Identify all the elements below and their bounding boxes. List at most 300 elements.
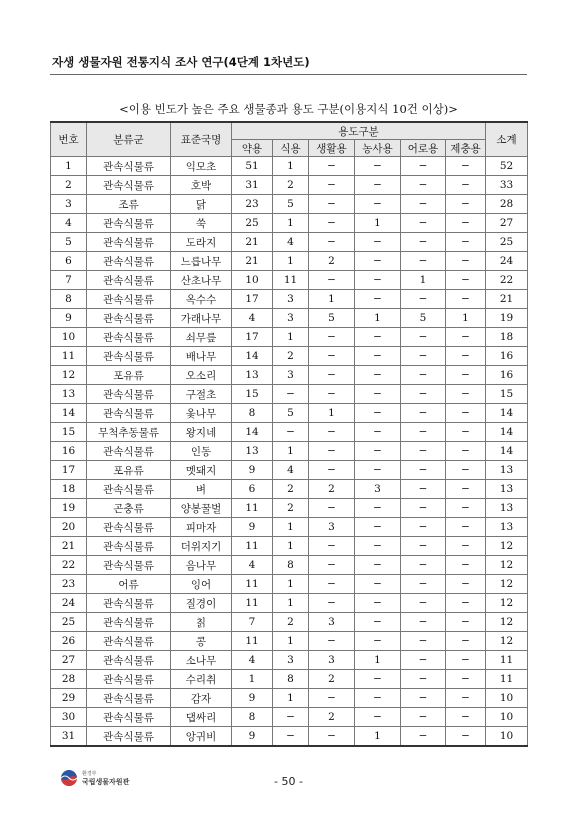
- cell-household: −: [309, 632, 355, 651]
- header-usage-insecticide: 제충용: [446, 140, 486, 157]
- cell-no: 22: [51, 556, 87, 575]
- cell-fishing: −: [401, 613, 446, 632]
- cell-insecticide: −: [446, 176, 486, 195]
- cell-food: 1: [273, 252, 309, 271]
- cell-insecticide: −: [446, 632, 486, 651]
- cell-fishing: −: [401, 518, 446, 537]
- cell-category: 관속식물류: [87, 518, 171, 537]
- cell-household: −: [309, 233, 355, 252]
- cell-farming: −: [355, 632, 401, 651]
- cell-food: 1: [273, 594, 309, 613]
- cell-medicinal: 1: [232, 670, 273, 689]
- cell-medicinal: 11: [232, 537, 273, 556]
- cell-no: 31: [51, 727, 87, 747]
- cell-name: 감자: [171, 689, 232, 708]
- cell-insecticide: −: [446, 366, 486, 385]
- cell-category: 관속식물류: [87, 708, 171, 727]
- table-row: [51, 499, 528, 518]
- cell-total: 10: [486, 708, 528, 727]
- cell-farming: −: [355, 556, 401, 575]
- cell-household: 3: [309, 613, 355, 632]
- cell-category: 관속식물류: [87, 651, 171, 670]
- cell-category: 무척추동물류: [87, 423, 171, 442]
- cell-name: 멧돼지: [171, 461, 232, 480]
- cell-food: −: [273, 385, 309, 404]
- cell-household: −: [309, 214, 355, 233]
- cell-fishing: −: [401, 556, 446, 575]
- cell-medicinal: 23: [232, 195, 273, 214]
- cell-farming: −: [355, 176, 401, 195]
- table-row: [51, 518, 528, 537]
- cell-name: 호박: [171, 176, 232, 195]
- cell-household: −: [309, 271, 355, 290]
- cell-no: 27: [51, 651, 87, 670]
- footer-logo: [60, 769, 220, 793]
- header-usage-fishing: 어로용: [401, 140, 446, 157]
- cell-farming: −: [355, 594, 401, 613]
- cell-fishing: −: [401, 252, 446, 271]
- cell-no: 20: [51, 518, 87, 537]
- cell-total: 12: [486, 575, 528, 594]
- cell-total: 27: [486, 214, 528, 233]
- cell-farming: −: [355, 537, 401, 556]
- cell-category: 관속식물류: [87, 556, 171, 575]
- cell-household: −: [309, 195, 355, 214]
- cell-fishing: −: [401, 328, 446, 347]
- cell-farming: −: [355, 328, 401, 347]
- cell-insecticide: −: [446, 404, 486, 423]
- cell-no: 21: [51, 537, 87, 556]
- cell-category: 관속식물류: [87, 214, 171, 233]
- cell-household: −: [309, 176, 355, 195]
- cell-insecticide: −: [446, 157, 486, 176]
- table-row: [51, 537, 528, 556]
- cell-medicinal: 7: [232, 613, 273, 632]
- cell-medicinal: 6: [232, 480, 273, 499]
- cell-household: −: [309, 423, 355, 442]
- cell-insecticide: −: [446, 613, 486, 632]
- header-no: 번호: [51, 122, 87, 157]
- cell-name: 인동: [171, 442, 232, 461]
- cell-fishing: −: [401, 214, 446, 233]
- cell-insecticide: −: [446, 556, 486, 575]
- cell-farming: 1: [355, 214, 401, 233]
- cell-insecticide: −: [446, 442, 486, 461]
- cell-insecticide: −: [446, 537, 486, 556]
- cell-food: 2: [273, 176, 309, 195]
- cell-total: 15: [486, 385, 528, 404]
- cell-no: 29: [51, 689, 87, 708]
- cell-medicinal: 11: [232, 594, 273, 613]
- cell-food: 8: [273, 670, 309, 689]
- cell-no: 1: [51, 157, 87, 176]
- cell-household: 2: [309, 480, 355, 499]
- cell-medicinal: 9: [232, 727, 273, 747]
- cell-household: 2: [309, 670, 355, 689]
- cell-household: −: [309, 366, 355, 385]
- cell-household: −: [309, 537, 355, 556]
- cell-no: 8: [51, 290, 87, 309]
- table-row: [51, 347, 528, 366]
- cell-food: 1: [273, 632, 309, 651]
- cell-insecticide: −: [446, 233, 486, 252]
- cell-total: 12: [486, 594, 528, 613]
- cell-insecticide: −: [446, 518, 486, 537]
- cell-category: 관속식물류: [87, 385, 171, 404]
- cell-insecticide: −: [446, 423, 486, 442]
- cell-medicinal: 9: [232, 689, 273, 708]
- cell-category: 포유류: [87, 366, 171, 385]
- cell-total: 12: [486, 537, 528, 556]
- cell-insecticide: −: [446, 214, 486, 233]
- cell-name: 익모초: [171, 157, 232, 176]
- cell-household: −: [309, 575, 355, 594]
- cell-total: 13: [486, 480, 528, 499]
- cell-household: 1: [309, 290, 355, 309]
- page-number: - 50 -: [274, 775, 303, 788]
- cell-name: 느릅나무: [171, 252, 232, 271]
- table-row: [51, 461, 528, 480]
- cell-farming: −: [355, 404, 401, 423]
- cell-category: 관속식물류: [87, 271, 171, 290]
- table-row: [51, 328, 528, 347]
- table-row: [51, 613, 528, 632]
- table-row: [51, 708, 528, 727]
- cell-medicinal: 21: [232, 252, 273, 271]
- cell-total: 52: [486, 157, 528, 176]
- table-row: [51, 423, 528, 442]
- cell-food: 5: [273, 404, 309, 423]
- cell-name: 산초나무: [171, 271, 232, 290]
- cell-food: 1: [273, 214, 309, 233]
- cell-farming: −: [355, 499, 401, 518]
- cell-medicinal: 9: [232, 518, 273, 537]
- table-row: [51, 214, 528, 233]
- cell-fishing: −: [401, 176, 446, 195]
- cell-medicinal: 11: [232, 575, 273, 594]
- cell-fishing: 5: [401, 309, 446, 328]
- cell-farming: 1: [355, 727, 401, 747]
- cell-medicinal: 8: [232, 404, 273, 423]
- cell-insecticide: −: [446, 499, 486, 518]
- cell-insecticide: −: [446, 347, 486, 366]
- cell-farming: −: [355, 366, 401, 385]
- cell-household: −: [309, 461, 355, 480]
- cell-fishing: −: [401, 632, 446, 651]
- cell-name: 옥수수: [171, 290, 232, 309]
- cell-farming: −: [355, 689, 401, 708]
- cell-medicinal: 8: [232, 708, 273, 727]
- cell-total: 10: [486, 727, 528, 747]
- cell-insecticide: −: [446, 195, 486, 214]
- cell-fishing: 1: [401, 271, 446, 290]
- cell-food: 1: [273, 575, 309, 594]
- cell-category: 관속식물류: [87, 290, 171, 309]
- cell-household: −: [309, 556, 355, 575]
- cell-no: 4: [51, 214, 87, 233]
- cell-farming: −: [355, 347, 401, 366]
- table-row: [51, 727, 528, 747]
- cell-name: 가래나무: [171, 309, 232, 328]
- cell-total: 13: [486, 499, 528, 518]
- cell-household: 1: [309, 404, 355, 423]
- cell-no: 3: [51, 195, 87, 214]
- cell-total: 10: [486, 689, 528, 708]
- cell-fishing: −: [401, 404, 446, 423]
- cell-category: 어류: [87, 575, 171, 594]
- cell-farming: −: [355, 252, 401, 271]
- cell-category: 관속식물류: [87, 347, 171, 366]
- cell-farming: 1: [355, 309, 401, 328]
- cell-total: 25: [486, 233, 528, 252]
- cell-household: 2: [309, 708, 355, 727]
- cell-category: 관속식물류: [87, 613, 171, 632]
- cell-household: −: [309, 157, 355, 176]
- cell-farming: −: [355, 461, 401, 480]
- cell-food: 3: [273, 651, 309, 670]
- cell-no: 15: [51, 423, 87, 442]
- cell-fishing: −: [401, 461, 446, 480]
- table-row: [51, 575, 528, 594]
- cell-category: 관속식물류: [87, 594, 171, 613]
- cell-food: 3: [273, 366, 309, 385]
- cell-fishing: −: [401, 366, 446, 385]
- cell-household: 3: [309, 518, 355, 537]
- table-row: [51, 252, 528, 271]
- cell-name: 양봉꿀벌: [171, 499, 232, 518]
- cell-total: 12: [486, 632, 528, 651]
- cell-insecticide: −: [446, 651, 486, 670]
- cell-fishing: −: [401, 347, 446, 366]
- cell-insecticide: −: [446, 727, 486, 747]
- cell-name: 질경이: [171, 594, 232, 613]
- cell-medicinal: 17: [232, 328, 273, 347]
- cell-household: 2: [309, 252, 355, 271]
- cell-insecticide: −: [446, 328, 486, 347]
- cell-total: 24: [486, 252, 528, 271]
- cell-name: 콩: [171, 632, 232, 651]
- cell-category: 관속식물류: [87, 727, 171, 747]
- cell-household: 3: [309, 651, 355, 670]
- cell-medicinal: 51: [232, 157, 273, 176]
- cell-food: 1: [273, 328, 309, 347]
- cell-farming: −: [355, 670, 401, 689]
- cell-category: 관속식물류: [87, 480, 171, 499]
- cell-farming: −: [355, 708, 401, 727]
- cell-insecticide: −: [446, 385, 486, 404]
- table-row: [51, 309, 528, 328]
- cell-category: 관속식물류: [87, 176, 171, 195]
- cell-household: −: [309, 328, 355, 347]
- header-total: 소계: [486, 122, 528, 157]
- cell-total: 13: [486, 518, 528, 537]
- table-caption: <이용 빈도가 높은 주요 생물종과 용도 구분(이용지식 10건 이상)>: [119, 102, 458, 116]
- cell-name: 왕지네: [171, 423, 232, 442]
- cell-no: 11: [51, 347, 87, 366]
- cell-category: 관속식물류: [87, 670, 171, 689]
- cell-category: 관속식물류: [87, 537, 171, 556]
- cell-no: 26: [51, 632, 87, 651]
- cell-name: 쑥: [171, 214, 232, 233]
- cell-no: 24: [51, 594, 87, 613]
- cell-household: −: [309, 347, 355, 366]
- table-row: [51, 651, 528, 670]
- cell-medicinal: 21: [232, 233, 273, 252]
- cell-insecticide: −: [446, 689, 486, 708]
- cell-food: 5: [273, 195, 309, 214]
- cell-category: 조류: [87, 195, 171, 214]
- cell-total: 21: [486, 290, 528, 309]
- cell-fishing: −: [401, 651, 446, 670]
- cell-insecticide: −: [446, 271, 486, 290]
- cell-no: 25: [51, 613, 87, 632]
- cell-food: 1: [273, 157, 309, 176]
- cell-name: 소나무: [171, 651, 232, 670]
- cell-food: 1: [273, 518, 309, 537]
- cell-medicinal: 11: [232, 499, 273, 518]
- cell-no: 12: [51, 366, 87, 385]
- cell-fishing: −: [401, 157, 446, 176]
- cell-fishing: −: [401, 499, 446, 518]
- table-row: [51, 385, 528, 404]
- cell-household: −: [309, 385, 355, 404]
- table-row: [51, 271, 528, 290]
- cell-no: 9: [51, 309, 87, 328]
- cell-household: −: [309, 594, 355, 613]
- cell-name: 도라지: [171, 233, 232, 252]
- cell-category: 관속식물류: [87, 404, 171, 423]
- cell-no: 6: [51, 252, 87, 271]
- table-row: [51, 594, 528, 613]
- cell-no: 5: [51, 233, 87, 252]
- cell-medicinal: 4: [232, 556, 273, 575]
- cell-food: 11: [273, 271, 309, 290]
- cell-medicinal: 17: [232, 290, 273, 309]
- cell-farming: −: [355, 518, 401, 537]
- table-row: [51, 366, 528, 385]
- cell-no: 28: [51, 670, 87, 689]
- cell-no: 10: [51, 328, 87, 347]
- cell-name: 더위지기: [171, 537, 232, 556]
- cell-name: 벼: [171, 480, 232, 499]
- cell-medicinal: 13: [232, 366, 273, 385]
- cell-fishing: −: [401, 670, 446, 689]
- cell-fishing: −: [401, 290, 446, 309]
- cell-total: 18: [486, 328, 528, 347]
- cell-total: 33: [486, 176, 528, 195]
- cell-no: 14: [51, 404, 87, 423]
- table-row: [51, 176, 528, 195]
- cell-total: 11: [486, 670, 528, 689]
- cell-total: 22: [486, 271, 528, 290]
- cell-total: 16: [486, 366, 528, 385]
- footer-ministry: 환경부: [82, 771, 97, 777]
- cell-insecticide: −: [446, 480, 486, 499]
- cell-insecticide: 1: [446, 309, 486, 328]
- cell-insecticide: −: [446, 290, 486, 309]
- header-usage-food: 식용: [273, 140, 309, 157]
- cell-farming: −: [355, 575, 401, 594]
- cell-name: 잉어: [171, 575, 232, 594]
- cell-category: 관속식물류: [87, 252, 171, 271]
- cell-medicinal: 4: [232, 651, 273, 670]
- cell-total: 12: [486, 556, 528, 575]
- cell-food: −: [273, 423, 309, 442]
- cell-medicinal: 14: [232, 423, 273, 442]
- cell-category: 관속식물류: [87, 309, 171, 328]
- cell-no: 17: [51, 461, 87, 480]
- cell-fishing: −: [401, 727, 446, 747]
- cell-food: −: [273, 708, 309, 727]
- cell-category: 곤충류: [87, 499, 171, 518]
- cell-food: −: [273, 727, 309, 747]
- cell-food: 2: [273, 480, 309, 499]
- cell-total: 12: [486, 613, 528, 632]
- cell-fishing: −: [401, 233, 446, 252]
- usage-table: [50, 121, 528, 747]
- cell-fishing: −: [401, 385, 446, 404]
- cell-household: −: [309, 689, 355, 708]
- cell-insecticide: −: [446, 575, 486, 594]
- footer-org: 국립생물자원관: [82, 778, 130, 786]
- cell-no: 2: [51, 176, 87, 195]
- cell-name: 피마자: [171, 518, 232, 537]
- cell-medicinal: 14: [232, 347, 273, 366]
- header-usage-group: 용도구분: [232, 122, 486, 140]
- cell-fishing: −: [401, 575, 446, 594]
- cell-household: −: [309, 727, 355, 747]
- cell-food: 1: [273, 442, 309, 461]
- cell-farming: −: [355, 157, 401, 176]
- cell-food: 3: [273, 290, 309, 309]
- cell-food: 2: [273, 347, 309, 366]
- table-row: [51, 480, 528, 499]
- cell-food: 3: [273, 309, 309, 328]
- cell-insecticide: −: [446, 670, 486, 689]
- cell-no: 13: [51, 385, 87, 404]
- cell-farming: −: [355, 385, 401, 404]
- cell-medicinal: 15: [232, 385, 273, 404]
- cell-food: 8: [273, 556, 309, 575]
- document-header-title: 자생 생물자원 전통지식 조사 연구(4단계 1차년도): [52, 55, 310, 69]
- cell-food: 1: [273, 537, 309, 556]
- cell-farming: −: [355, 290, 401, 309]
- cell-medicinal: 10: [232, 271, 273, 290]
- cell-food: 4: [273, 461, 309, 480]
- cell-food: 1: [273, 689, 309, 708]
- header-usage-household: 생활용: [309, 140, 355, 157]
- cell-total: 14: [486, 423, 528, 442]
- cell-medicinal: 4: [232, 309, 273, 328]
- cell-name: 구절초: [171, 385, 232, 404]
- cell-fishing: −: [401, 423, 446, 442]
- cell-name: 앙귀비: [171, 727, 232, 747]
- cell-name: 옻나무: [171, 404, 232, 423]
- table-row: [51, 404, 528, 423]
- header-rule: [50, 74, 527, 75]
- table-row: [51, 442, 528, 461]
- cell-category: 관속식물류: [87, 689, 171, 708]
- cell-fishing: −: [401, 442, 446, 461]
- table-row: [51, 195, 528, 214]
- cell-no: 7: [51, 271, 87, 290]
- table-row: [51, 290, 528, 309]
- cell-total: 28: [486, 195, 528, 214]
- cell-name: 수리취: [171, 670, 232, 689]
- cell-medicinal: 31: [232, 176, 273, 195]
- cell-no: 19: [51, 499, 87, 518]
- cell-category: 관속식물류: [87, 157, 171, 176]
